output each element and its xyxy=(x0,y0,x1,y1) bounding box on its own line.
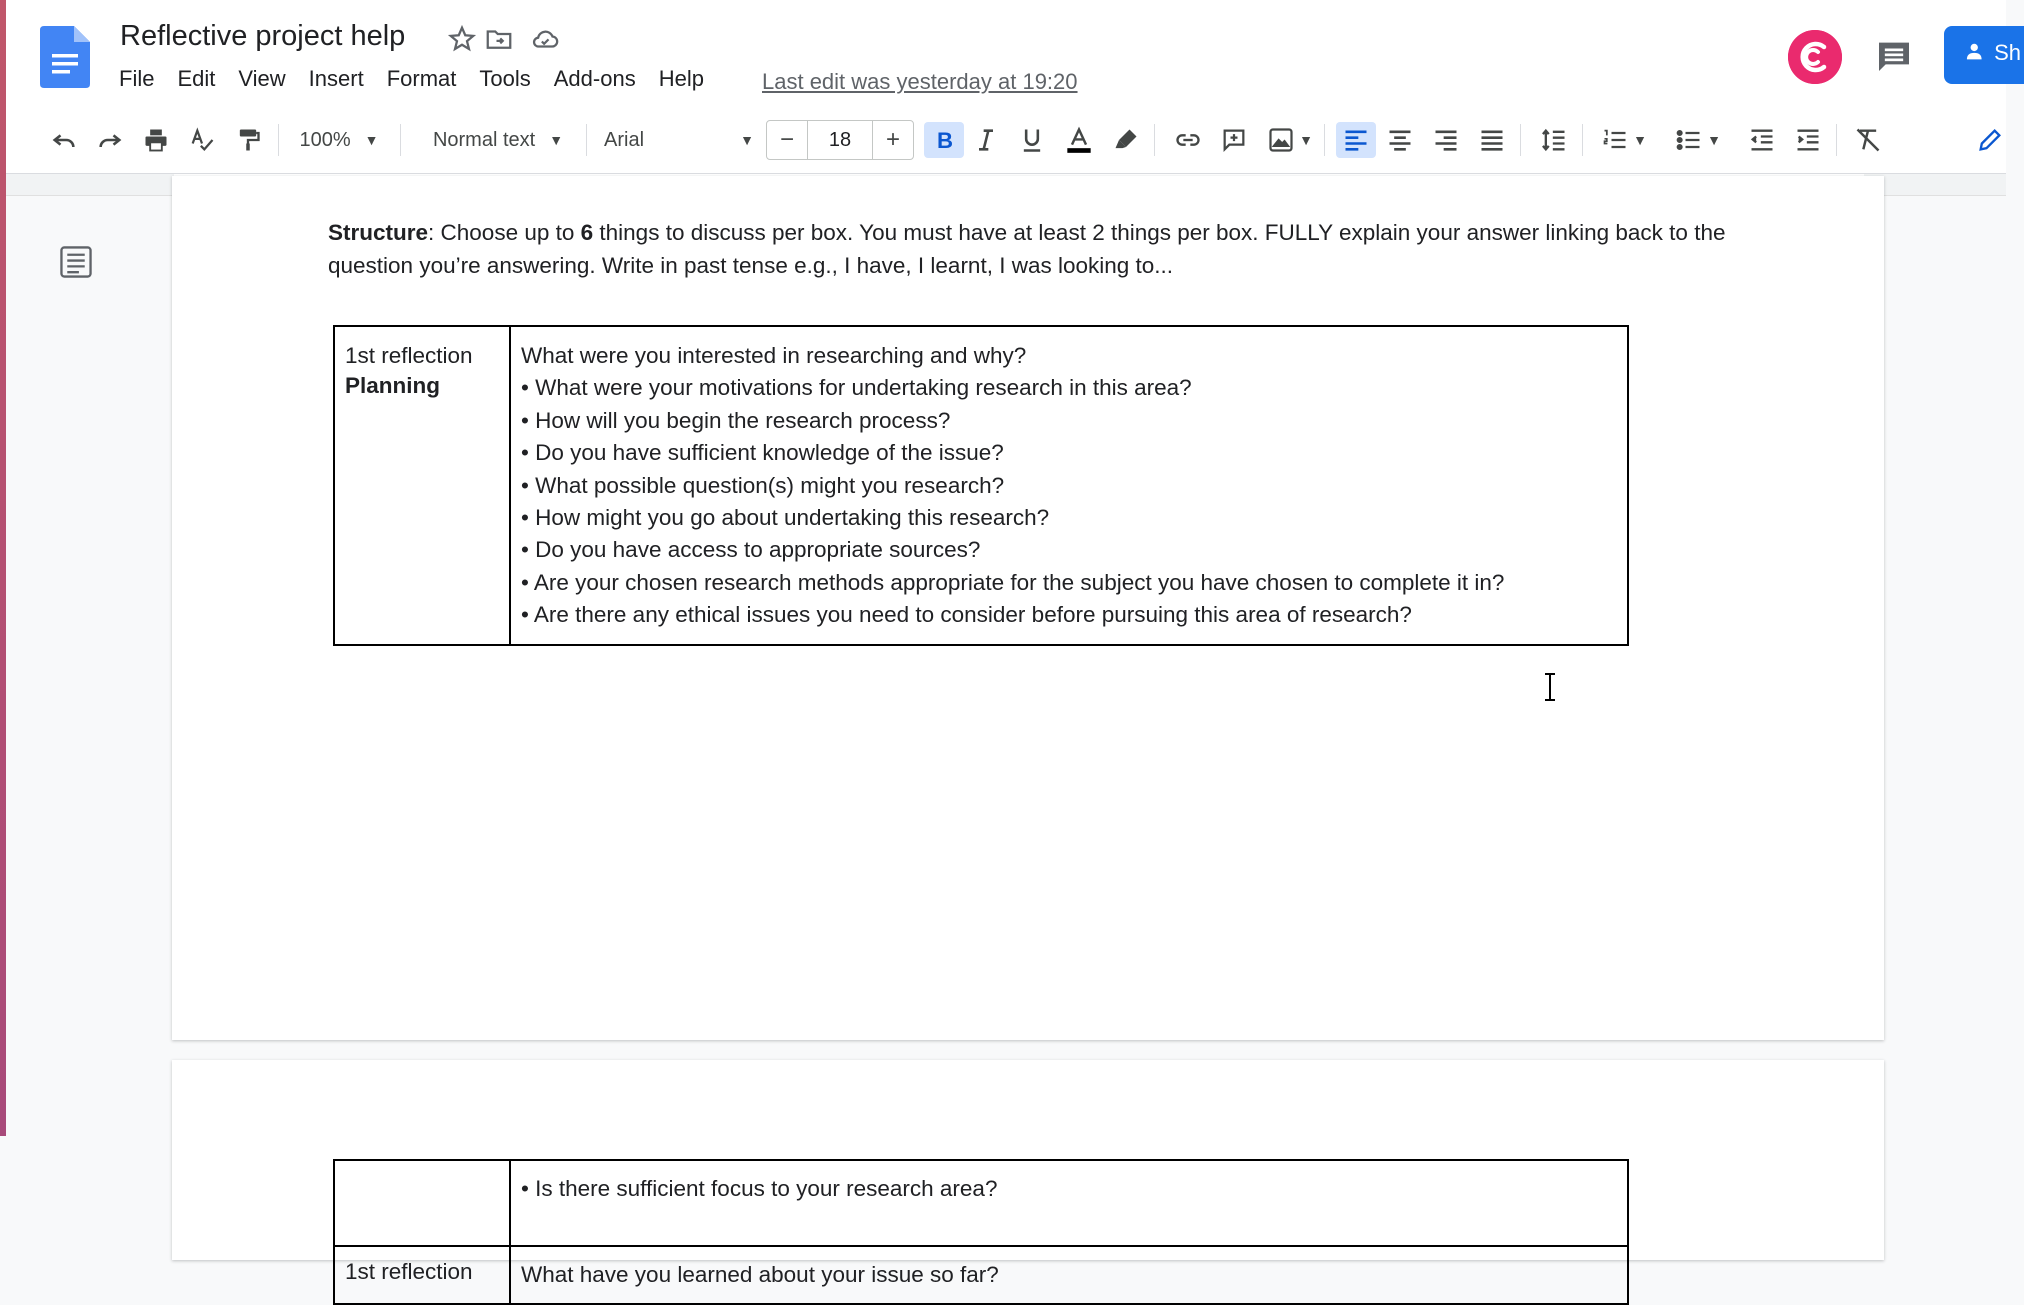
align-left-button[interactable] xyxy=(1336,122,1376,158)
spellcheck-button[interactable] xyxy=(184,122,220,158)
underline-icon xyxy=(1018,126,1046,154)
star-icon[interactable] xyxy=(447,24,477,54)
bulleted-list-icon xyxy=(1675,126,1703,154)
bold-icon xyxy=(930,126,958,154)
numbered-list-button[interactable] xyxy=(1596,122,1652,158)
print-icon xyxy=(142,126,170,154)
justify-icon xyxy=(1478,126,1506,154)
document-page[interactable] xyxy=(172,176,1884,1040)
structure-text-2: things to discuss per box. You must have at least 2 things per box. FULLY explain your answer linking back to the question you’re answering. Write in past tense e.g., I have, I learnt, I was looking to... xyxy=(328,220,1726,278)
question-line: • What were your motivations for undertaking research in this area? xyxy=(521,375,1192,401)
text-color-icon xyxy=(1065,126,1093,154)
clear-formatting-icon xyxy=(1854,126,1882,154)
reflection-table-planning xyxy=(333,325,1629,646)
increase-indent-button[interactable] xyxy=(1790,122,1826,158)
table-cell-questions[interactable] xyxy=(510,1246,1628,1304)
menu-tools[interactable]: Tools xyxy=(479,66,531,91)
formatting-toolbar xyxy=(6,106,2006,174)
font-size-control xyxy=(766,120,914,160)
question-line: • How might you go about undertaking this research? xyxy=(521,505,1050,531)
table-cell-label[interactable] xyxy=(334,326,510,645)
table-cell-questions[interactable] xyxy=(510,326,1628,645)
menu-format[interactable]: Format xyxy=(386,66,457,91)
font-family-value: Arial xyxy=(604,128,645,151)
highlighter-icon xyxy=(1112,126,1140,154)
move-folder-icon[interactable] xyxy=(484,24,514,54)
share-button[interactable] xyxy=(1944,26,2024,84)
undo-icon xyxy=(50,126,78,154)
align-left-icon xyxy=(1342,126,1370,154)
question-line: • Do you have sufficient knowledge of the issue? xyxy=(521,440,1004,466)
redo-button[interactable] xyxy=(92,122,128,158)
person-lock-icon xyxy=(1966,41,1988,63)
decrease-indent-button[interactable] xyxy=(1744,122,1780,158)
chevron-down-icon: ▼ xyxy=(1299,132,1313,148)
underline-button[interactable] xyxy=(1014,122,1050,158)
text-color-button[interactable] xyxy=(1060,122,1098,158)
undo-button[interactable] xyxy=(46,122,82,158)
app-header xyxy=(6,0,2022,106)
line-spacing-button[interactable] xyxy=(1536,122,1572,158)
question-line: What were you interested in researching and why? xyxy=(521,343,1027,368)
chevron-down-icon: ▼ xyxy=(549,132,564,148)
print-button[interactable] xyxy=(138,122,174,158)
add-comment-button[interactable] xyxy=(1216,122,1252,158)
question-line: • Do you have access to appropriate sources? xyxy=(521,537,981,563)
align-right-icon xyxy=(1432,126,1460,154)
structure-paragraph[interactable] xyxy=(328,216,1788,282)
question-line: • Is there sufficient focus to your research area? xyxy=(521,1176,998,1201)
table-row xyxy=(334,326,1628,645)
table-cell-questions[interactable] xyxy=(510,1160,1628,1246)
reflection-table-continued xyxy=(333,1159,1629,1305)
align-right-button[interactable] xyxy=(1428,122,1464,158)
document-outline-icon[interactable] xyxy=(58,246,94,278)
menu-help[interactable]: Help xyxy=(658,66,704,91)
document-title[interactable]: Reflective project help xyxy=(120,20,406,52)
align-center-icon xyxy=(1386,126,1414,154)
font-family-dropdown[interactable] xyxy=(604,122,754,158)
insert-image-button[interactable] xyxy=(1262,122,1318,158)
paint-format-button[interactable] xyxy=(230,122,266,158)
menu-view[interactable]: View xyxy=(238,66,286,91)
table-row xyxy=(334,1160,1628,1246)
reflection-number: 1st reflection xyxy=(345,343,473,368)
last-edit-link[interactable]: Last edit was yesterday at 19:20 xyxy=(762,69,1078,94)
decrease-font-size-button[interactable]: − xyxy=(779,126,794,153)
structure-label: Structure xyxy=(328,220,429,245)
comment-history-icon[interactable] xyxy=(1874,36,1914,76)
question-line: What have you learned about your issue so far? xyxy=(521,1262,999,1287)
redo-icon xyxy=(96,126,124,154)
zoom-dropdown[interactable] xyxy=(294,122,384,158)
text-cursor-icon xyxy=(1542,672,1558,702)
table-cell-empty[interactable] xyxy=(334,1160,510,1246)
highlight-color-button[interactable] xyxy=(1108,122,1144,158)
zoom-value: 100% xyxy=(299,128,351,151)
menu-add-ons[interactable]: Add-ons xyxy=(553,66,636,91)
insert-link-button[interactable] xyxy=(1170,122,1206,158)
question-line: • How will you begin the research process? xyxy=(521,407,951,433)
menu-bar xyxy=(119,66,727,92)
menu-insert[interactable]: Insert xyxy=(308,66,364,91)
structure-text-1: : Choose up to xyxy=(428,220,581,245)
share-label: Sh xyxy=(1994,40,2022,65)
chevron-down-icon: ▼ xyxy=(740,132,754,148)
document-page[interactable] xyxy=(172,1060,1884,1287)
chevron-down-icon: ▼ xyxy=(364,132,379,148)
spellcheck-icon xyxy=(188,126,216,154)
font-size-input[interactable]: 18 xyxy=(807,121,873,159)
add-comment-icon xyxy=(1220,126,1248,154)
justify-button[interactable] xyxy=(1474,122,1510,158)
numbered-list-icon xyxy=(1601,126,1629,154)
docs-logo-icon[interactable] xyxy=(40,26,90,88)
increase-font-size-button[interactable]: + xyxy=(885,126,900,153)
clear-formatting-button[interactable] xyxy=(1850,122,1886,158)
table-cell-label[interactable] xyxy=(334,1246,510,1304)
paragraph-style-dropdown[interactable] xyxy=(418,122,578,158)
document-canvas xyxy=(6,196,2006,1287)
bold-button[interactable] xyxy=(924,122,964,158)
question-line: • Are there any ethical issues you need to consider before pursuing this area of research? xyxy=(521,602,1412,628)
italic-icon xyxy=(972,126,1000,154)
chevron-down-icon: ▼ xyxy=(1707,132,1721,148)
reflection-number: 1st reflection xyxy=(345,1259,473,1284)
bulleted-list-button[interactable] xyxy=(1670,122,1726,158)
user-avatar[interactable] xyxy=(1788,30,1842,84)
align-center-button[interactable] xyxy=(1382,122,1418,158)
chevron-down-icon: ▼ xyxy=(1633,132,1647,148)
increase-indent-icon xyxy=(1794,126,1822,154)
table-row xyxy=(334,1246,1628,1304)
cloud-saved-icon[interactable] xyxy=(530,24,560,54)
decrease-indent-icon xyxy=(1748,126,1776,154)
paint-format-icon xyxy=(234,126,262,154)
structure-bold-number: 6 xyxy=(580,220,594,245)
reflection-stage: Planning xyxy=(345,373,440,398)
menu-edit[interactable]: Edit xyxy=(177,66,216,91)
image-icon xyxy=(1267,126,1295,154)
pencil-icon xyxy=(1976,126,2004,154)
italic-button[interactable] xyxy=(968,122,1004,158)
menu-file[interactable]: File xyxy=(119,66,155,91)
editing-mode-button[interactable] xyxy=(1972,122,2008,158)
question-line: • What possible question(s) might you research? xyxy=(521,472,1005,498)
question-line: • Are your chosen research methods appropriate for the subject you have chosen to complete it in? xyxy=(521,569,1505,595)
link-icon xyxy=(1174,126,1202,154)
paragraph-style-value: Normal text xyxy=(432,128,536,151)
line-spacing-icon xyxy=(1540,126,1568,154)
svg-text:B: B xyxy=(937,128,954,154)
